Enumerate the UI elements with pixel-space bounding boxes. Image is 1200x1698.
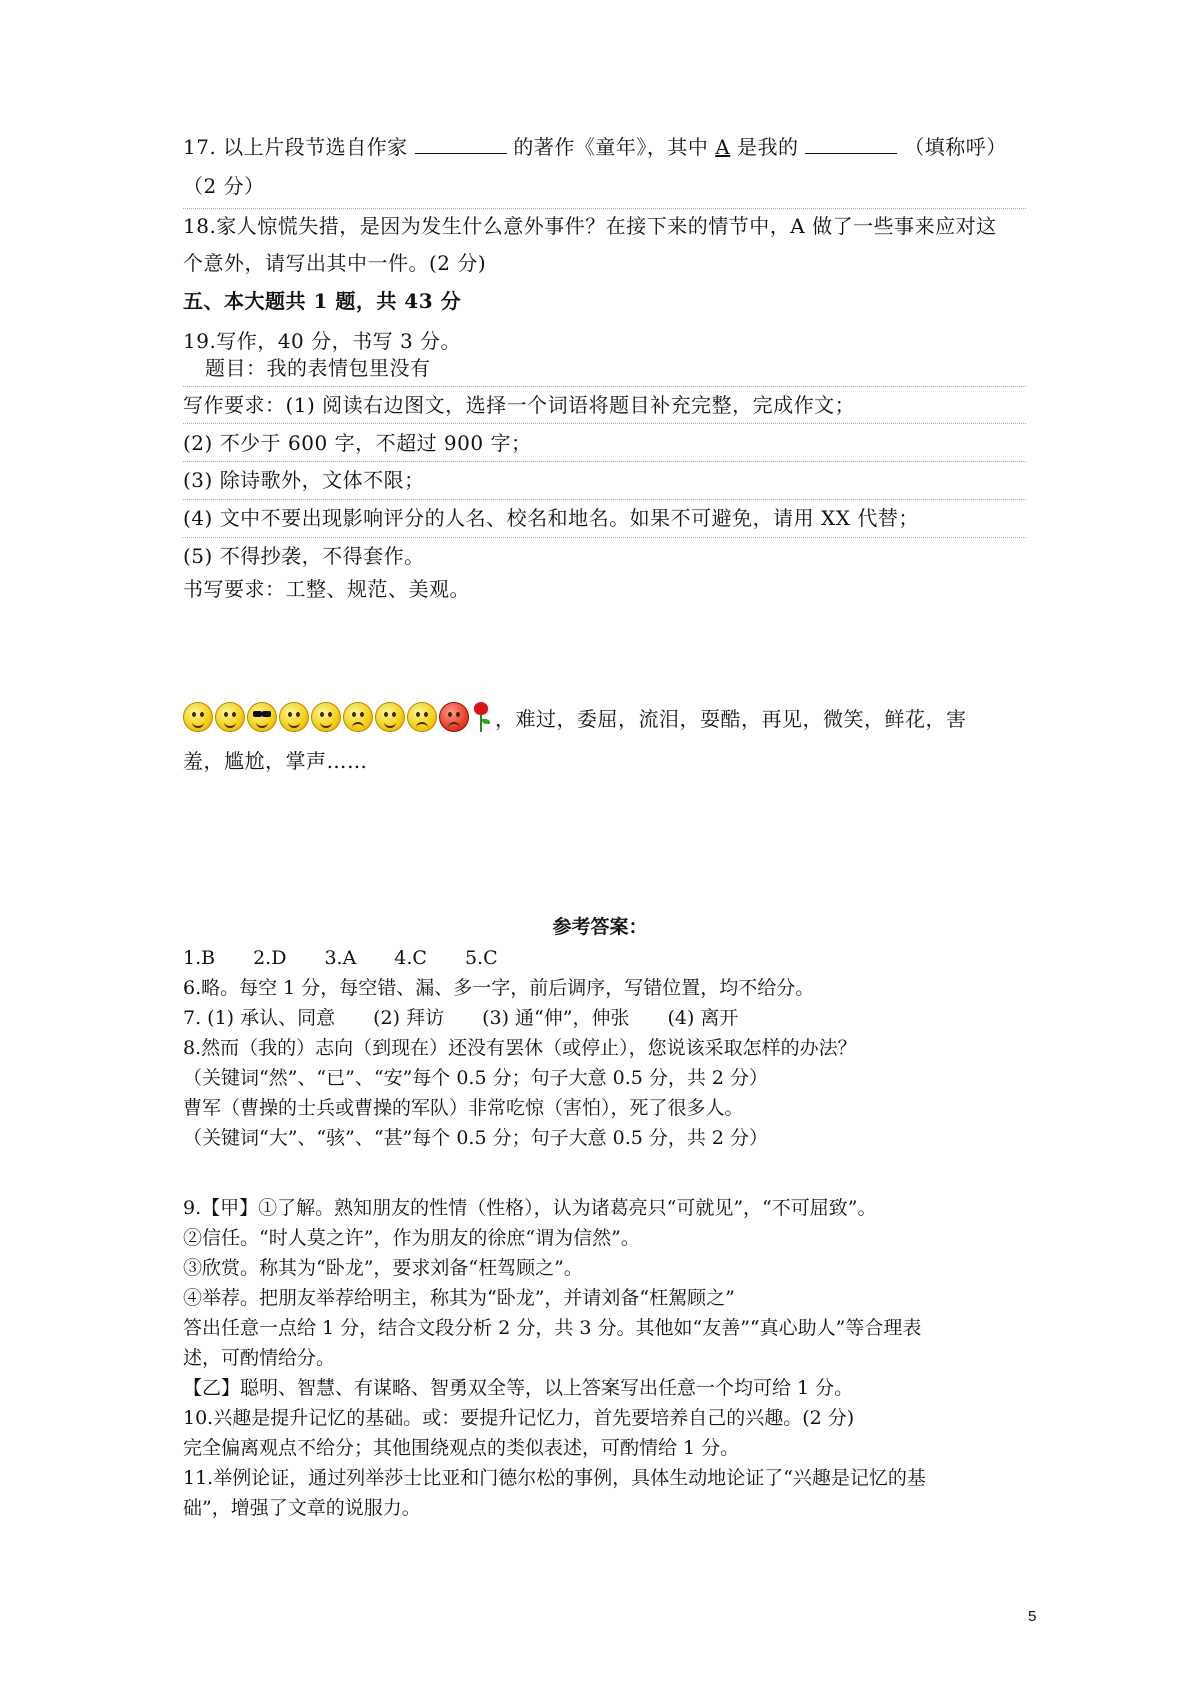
answer-line: 6.略。每空 1 分，每空错、漏、多一字，前后调序，写错位置，均不给分。 — [183, 977, 815, 999]
answer-line: （关键词“大”、“骇”、“甚”每个 0.5 分；句子大意 0.5 分，共 2 分） — [183, 1127, 769, 1149]
answer-line: ④举荐。把朋友举荐给明主，称其为“卧龙”，并请刘备“枉駕顾之” — [183, 1287, 735, 1309]
sad-emoji-icon — [343, 702, 373, 732]
writing-requirement: 书写要求：工整、规范、美观。 — [183, 577, 470, 601]
answer-line: 础”，增强了文章的说服力。 — [183, 1497, 421, 1519]
question-17 — [183, 133, 1007, 160]
answer-line: 9.【甲】①了解。熟知朋友的性情（性格），认为诸葛亮只“可就见”，“不可屈致”。 — [183, 1197, 877, 1219]
answer-line: 【乙】聪明、智慧、有谋略、智勇双全等，以上答案写出任意一个均可给 1 分。 — [183, 1377, 854, 1399]
answer-line: 7. (1) 承认、同意 (2) 拜访 (3) 通“伸”，伸张 (4) 离开 — [183, 1007, 739, 1029]
dotted-divider — [183, 386, 1026, 387]
essay-topic: 题目：我的表情包里没有 — [205, 356, 431, 380]
rose-icon — [471, 701, 493, 733]
answer-line: 答出任意一点给 1 分，结合文段分析 2 分，共 3 分。其他如“友善”“真心助人”等合理表 — [183, 1317, 922, 1339]
q17-text: （填称呼） — [904, 135, 1007, 159]
q17-text: 是我的 — [730, 135, 799, 159]
requirement-5: (5) 不得抄袭，不得套作。 — [183, 544, 425, 568]
relation-blank — [805, 133, 897, 154]
answer-line: 8.然而（我的）志向（到现在）还没有罢休（或停止），您说该采取怎样的办法？ — [183, 1037, 857, 1059]
dotted-divider — [183, 423, 1026, 424]
q17-text: 17. 以上片段节选自作家 — [183, 135, 408, 159]
q17-score: （2 分） — [183, 174, 265, 198]
q17-text: 的著作《童年》，其中 — [513, 135, 716, 159]
page-number: 5 — [1028, 1608, 1037, 1625]
requirement-2: (2) 不少于 600 字，不超过 900 字； — [183, 431, 532, 455]
answer-line: 1.B 2.D 3.A 4.C 5.C — [183, 947, 498, 969]
cool-emoji-icon — [247, 702, 277, 732]
emoji-row — [183, 700, 967, 734]
section-5-title: 五、本大题共 1 题，共 43 分 — [183, 289, 462, 313]
upset-emoji-icon — [439, 702, 469, 732]
dotted-divider — [183, 537, 1026, 538]
smile-emoji-icon — [183, 702, 213, 732]
answer-line: ②信任。“时人莫之许”，作为朋友的徐庶“谓为信然”。 — [183, 1227, 640, 1249]
shy-emoji-icon — [279, 702, 309, 732]
requirement-3: (3) 除诗歌外，文体不限； — [183, 468, 425, 492]
dotted-divider — [183, 461, 1026, 462]
emoji-words-cont: 羞，尴尬，掌声…… — [183, 749, 368, 773]
question-18-line2: 个意外，请写出其中一件。(2 分) — [183, 251, 487, 275]
answer-line: 10.兴趣是提升记忆的基础。或：要提升记忆力，首先要培养自己的兴趣。(2 分) — [183, 1407, 855, 1429]
answer-line: ③欣赏。称其为“卧龙”，要求刘备“枉驾顾之”。 — [183, 1257, 583, 1279]
q17-underlined-a: A — [715, 135, 731, 159]
answer-line: 曹军（曹操的士兵或曹操的军队）非常吃惊（害怕），死了很多人。 — [183, 1097, 744, 1119]
dotted-divider — [183, 208, 1026, 209]
author-blank — [415, 133, 507, 154]
question-18-line1: 18.家人惊慌失措，是因为发生什么意外事件？在接下来的情节中，A 做了一些事来应对这 — [183, 214, 997, 238]
requirement-4: (4) 文中不要出现影响评分的人名、校名和地名。如果不可避免，请用 XX 代替； — [183, 506, 919, 530]
grin-emoji-icon — [215, 702, 245, 732]
emoji-words: ，难过，委屈，流泪，耍酷，再见，微笑，鲜花，害 — [495, 706, 967, 731]
answer-line: 11.举例论证，通过列举莎士比亚和门德尔松的事例，具体生动地论证了“兴趣是记忆的基 — [183, 1467, 926, 1489]
dotted-divider — [183, 499, 1026, 500]
answers-title: 参考答案： — [552, 916, 648, 938]
answer-line: 完全偏离观点不给分；其他围绕观点的类似表述，可酌情给 1 分。 — [183, 1437, 740, 1459]
question-19: 19.写作，40 分，书写 3 分。 — [183, 329, 462, 353]
clap-emoji-icon — [375, 702, 405, 732]
blush-emoji-icon — [407, 702, 437, 732]
wave-emoji-icon — [311, 702, 341, 732]
answer-line: 述，可酌情给分。 — [183, 1347, 336, 1369]
requirement-1: 写作要求：(1) 阅读右边图文，选择一个词语将题目补充完整，完成作文； — [183, 393, 856, 417]
answer-line: （关键词“然”、“已”、“安”每个 0.5 分；句子大意 0.5 分，共 2 分） — [183, 1067, 769, 1089]
